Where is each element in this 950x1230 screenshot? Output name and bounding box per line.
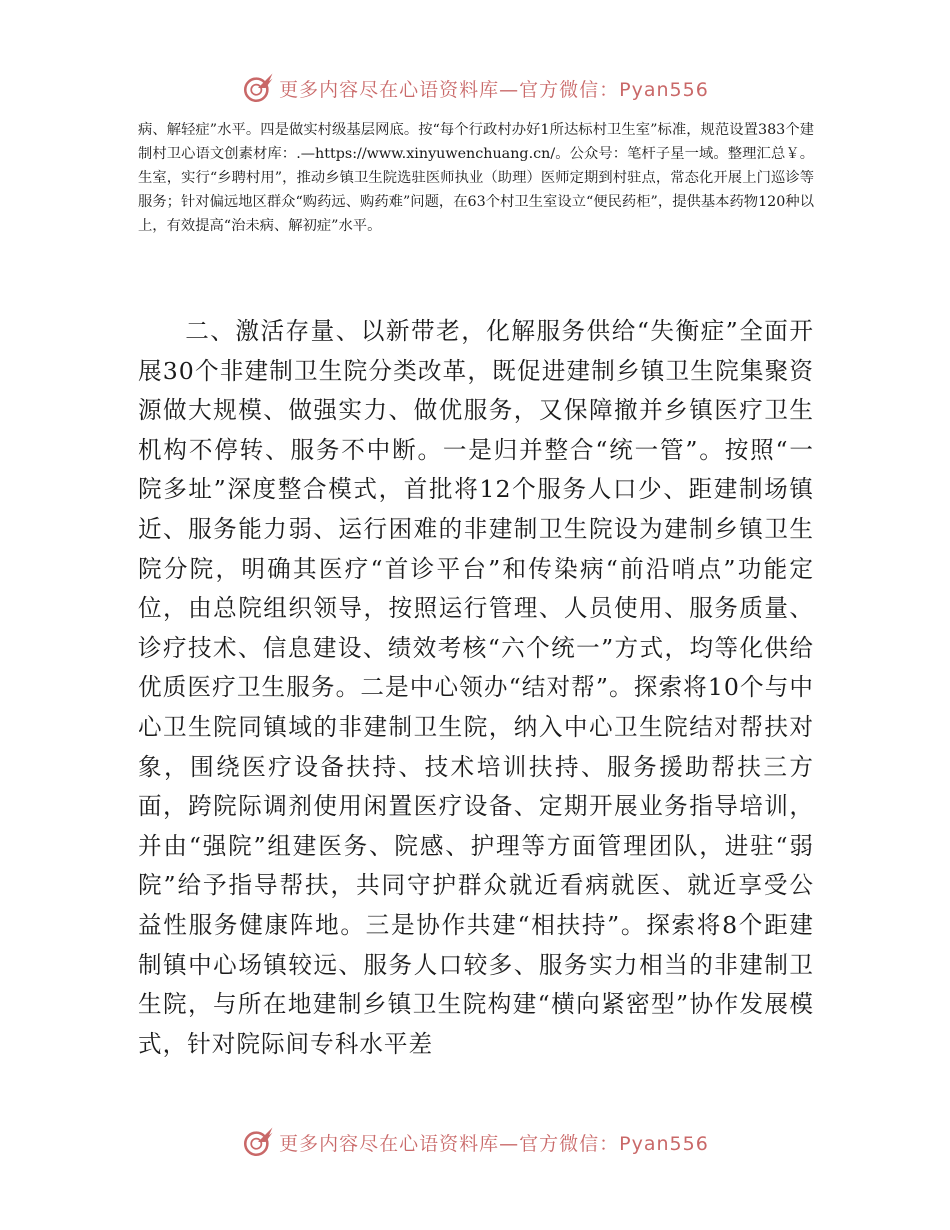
feather-seal-icon [241, 1125, 275, 1159]
header-banner [0, 68, 950, 108]
feather-seal-icon [241, 71, 275, 105]
intro-paragraph: 病、解轻症”水平。四是做实村级基层网底。按“每个行政村办好1所达标村卫生室”标准，规范设置383个建制村卫心语文创素材库：.—https://www.xinyuwenchuang.cn/。公众号：笔杆子星一域。整理汇总￥。生室，实行“乡聘村用”，推动乡镇卫生院选驻医师执业（助理）医师定期到村驻点，常态化开展上门巡诊等服务；针对偏远地区群众“购药远、购药难”问题，在63个村卫生室设立“便民药柜”，提供基本药物120种以上，有效提高“治未病、解初症”水平。 [138, 122, 814, 234]
footer-banner-text: 更多内容尽在心语资料库—官方微信：Pyan556 [279, 1132, 709, 1155]
body-paragraph: 二、激活存量、以新带老，化解服务供给“失衡症”全面开展30个非建制卫生院分类改革，既促进建制乡镇卫生院集聚资源做大规模、做强实力、做优服务，又保障撤并乡镇医疗卫生机构不停转、服务不中断。一是归并整合“统一管”。按照“一院多址”深度整合模式，首批将12个服务人口少、距建制场镇近、服务能力弱、运行困难的非建制卫生院设为建制乡镇卫生院分院，明确其医疗“首诊平台”和传染病“前沿哨点”功能定位，由总院组织领导，按照运行管理、人员使用、服务质量、诊疗技术、信息建设、绩效考核“六个统一”方式，均等化供给优质医疗卫生服务。二是中心领办“结对帮”。探索将10个与中心卫生院同镇域的非建制卫生院，纳入中心卫生院结对帮扶对象，围绕医疗设备扶持、技术培训扶持、服务援助帮扶三方面，跨院际调剂使用闲置医疗设备、定期开展业务指导培训，并由“强院”组建医务、院感、护理等方面管理团队，进驻“弱院”给予指导帮扶，共同守护群众就近看病就医、就近享受公益性服务健康阵地。三是协作共建“相扶持”。探索将8个距建制镇中心场镇较远、服务人口较多、服务实力相当的非建制卫生院，与所在地建制乡镇卫生院构建“横向紧密型”协作发展模式，针对院际间专科水平差 [138, 317, 814, 1058]
footer-banner [0, 1122, 950, 1162]
header-banner-text: 更多内容尽在心语资料库—官方微信：Pyan556 [279, 78, 709, 101]
